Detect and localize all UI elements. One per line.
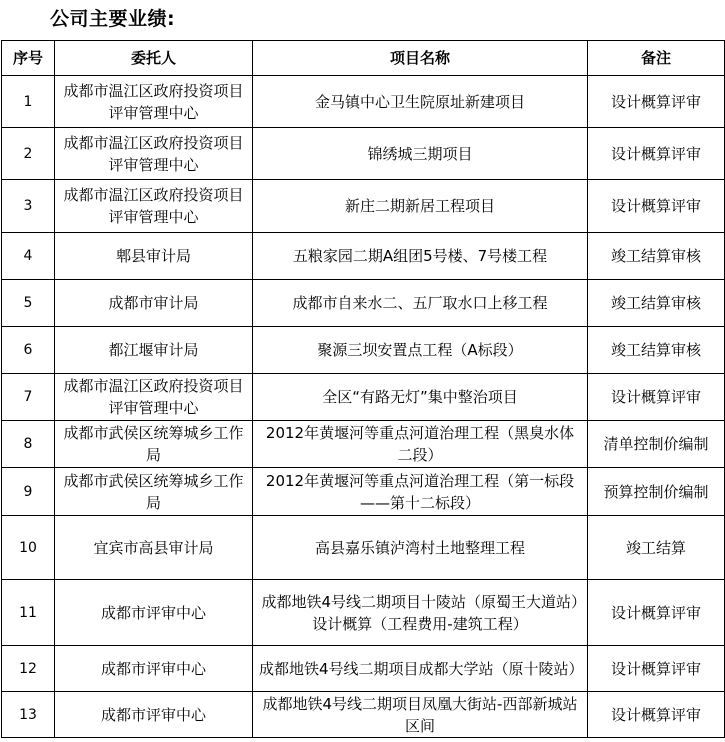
cell-project: 成都地铁4号线二期项目凤凰大街站-西部新城站区间 xyxy=(253,692,588,738)
cell-project: 高县嘉乐镇泸湾村土地整理工程 xyxy=(253,516,588,580)
cell-seq: 5 xyxy=(2,280,55,327)
header-project: 项目名称 xyxy=(253,41,588,76)
cell-seq: 12 xyxy=(2,646,55,692)
cell-seq: 4 xyxy=(2,233,55,280)
cell-remark: 竣工结算 xyxy=(588,516,725,580)
cell-project: 2012年黄堰河等重点河道治理工程（第一标段——第十二标段） xyxy=(253,468,588,516)
cell-remark: 设计概算评审 xyxy=(588,76,725,128)
table-row xyxy=(2,76,725,128)
cell-client: 成都市评审中心 xyxy=(55,580,253,646)
performance-table xyxy=(1,40,725,738)
table-row xyxy=(2,580,725,646)
table-row xyxy=(2,421,725,468)
cell-seq: 9 xyxy=(2,468,55,516)
cell-seq: 10 xyxy=(2,516,55,580)
cell-project: 2012年黄堰河等重点河道治理工程（黑臭水体二段） xyxy=(253,421,588,468)
table-row xyxy=(2,374,725,421)
header-seq: 序号 xyxy=(2,41,55,76)
cell-client: 成都市审计局 xyxy=(55,280,253,327)
table-row xyxy=(2,280,725,327)
cell-seq: 3 xyxy=(2,180,55,233)
cell-remark: 竣工结算审核 xyxy=(588,327,725,374)
cell-client: 郫县审计局 xyxy=(55,233,253,280)
cell-client: 成都市温江区政府投资项目评审管理中心 xyxy=(55,180,253,233)
cell-project: 五粮家园二期A组团5号楼、7号楼工程 xyxy=(253,233,588,280)
cell-seq: 7 xyxy=(2,374,55,421)
table-row xyxy=(2,468,725,516)
cell-seq: 1 xyxy=(2,76,55,128)
table-row xyxy=(2,180,725,233)
cell-seq: 8 xyxy=(2,421,55,468)
cell-remark: 清单控制价编制 xyxy=(588,421,725,468)
cell-remark: 设计概算评审 xyxy=(588,580,725,646)
cell-project: 锦绣城三期项目 xyxy=(253,128,588,180)
cell-client: 成都市评审中心 xyxy=(55,646,253,692)
cell-remark: 预算控制价编制 xyxy=(588,468,725,516)
cell-remark: 设计概算评审 xyxy=(588,128,725,180)
cell-remark: 设计概算评审 xyxy=(588,646,725,692)
header-remark: 备注 xyxy=(588,41,725,76)
cell-client: 成都市评审中心 xyxy=(55,692,253,738)
cell-seq: 11 xyxy=(2,580,55,646)
cell-project: 聚源三坝安置点工程（A标段） xyxy=(253,327,588,374)
cell-client: 都江堰审计局 xyxy=(55,327,253,374)
cell-remark: 设计概算评审 xyxy=(588,692,725,738)
cell-client: 宜宾市高县审计局 xyxy=(55,516,253,580)
cell-client: 成都市武侯区统筹城乡工作局 xyxy=(55,421,253,468)
table-row xyxy=(2,646,725,692)
cell-seq: 2 xyxy=(2,128,55,180)
table-header-row xyxy=(2,41,725,76)
cell-project: 成都地铁4号线二期项目成都大学站（原十陵站） xyxy=(253,646,588,692)
cell-remark: 设计概算评审 xyxy=(588,374,725,421)
cell-seq: 6 xyxy=(2,327,55,374)
cell-client: 成都市温江区政府投资项目评审管理中心 xyxy=(55,76,253,128)
cell-client: 成都市武侯区统筹城乡工作局 xyxy=(55,468,253,516)
cell-project: 成都地铁4号线二期项目十陵站（原蜀王大道站）设计概算（工程费用-建筑工程） xyxy=(253,580,588,646)
cell-remark: 设计概算评审 xyxy=(588,180,725,233)
cell-project: 新庄二期新居工程项目 xyxy=(253,180,588,233)
table-row xyxy=(2,233,725,280)
cell-remark: 竣工结算审核 xyxy=(588,233,725,280)
cell-client: 成都市温江区政府投资项目评审管理中心 xyxy=(55,128,253,180)
table-row xyxy=(2,692,725,738)
cell-project: 成都市自来水二、五厂取水口上移工程 xyxy=(253,280,588,327)
header-client: 委托人 xyxy=(55,41,253,76)
cell-remark: 竣工结算审核 xyxy=(588,280,725,327)
cell-project: 全区“有路无灯”集中整治项目 xyxy=(253,374,588,421)
cell-client: 成都市温江区政府投资项目评审管理中心 xyxy=(55,374,253,421)
table-row xyxy=(2,128,725,180)
page-heading: 公司主要业绩: xyxy=(50,8,176,30)
cell-project: 金马镇中心卫生院原址新建项目 xyxy=(253,76,588,128)
table-row xyxy=(2,516,725,580)
table-row xyxy=(2,327,725,374)
cell-seq: 13 xyxy=(2,692,55,738)
